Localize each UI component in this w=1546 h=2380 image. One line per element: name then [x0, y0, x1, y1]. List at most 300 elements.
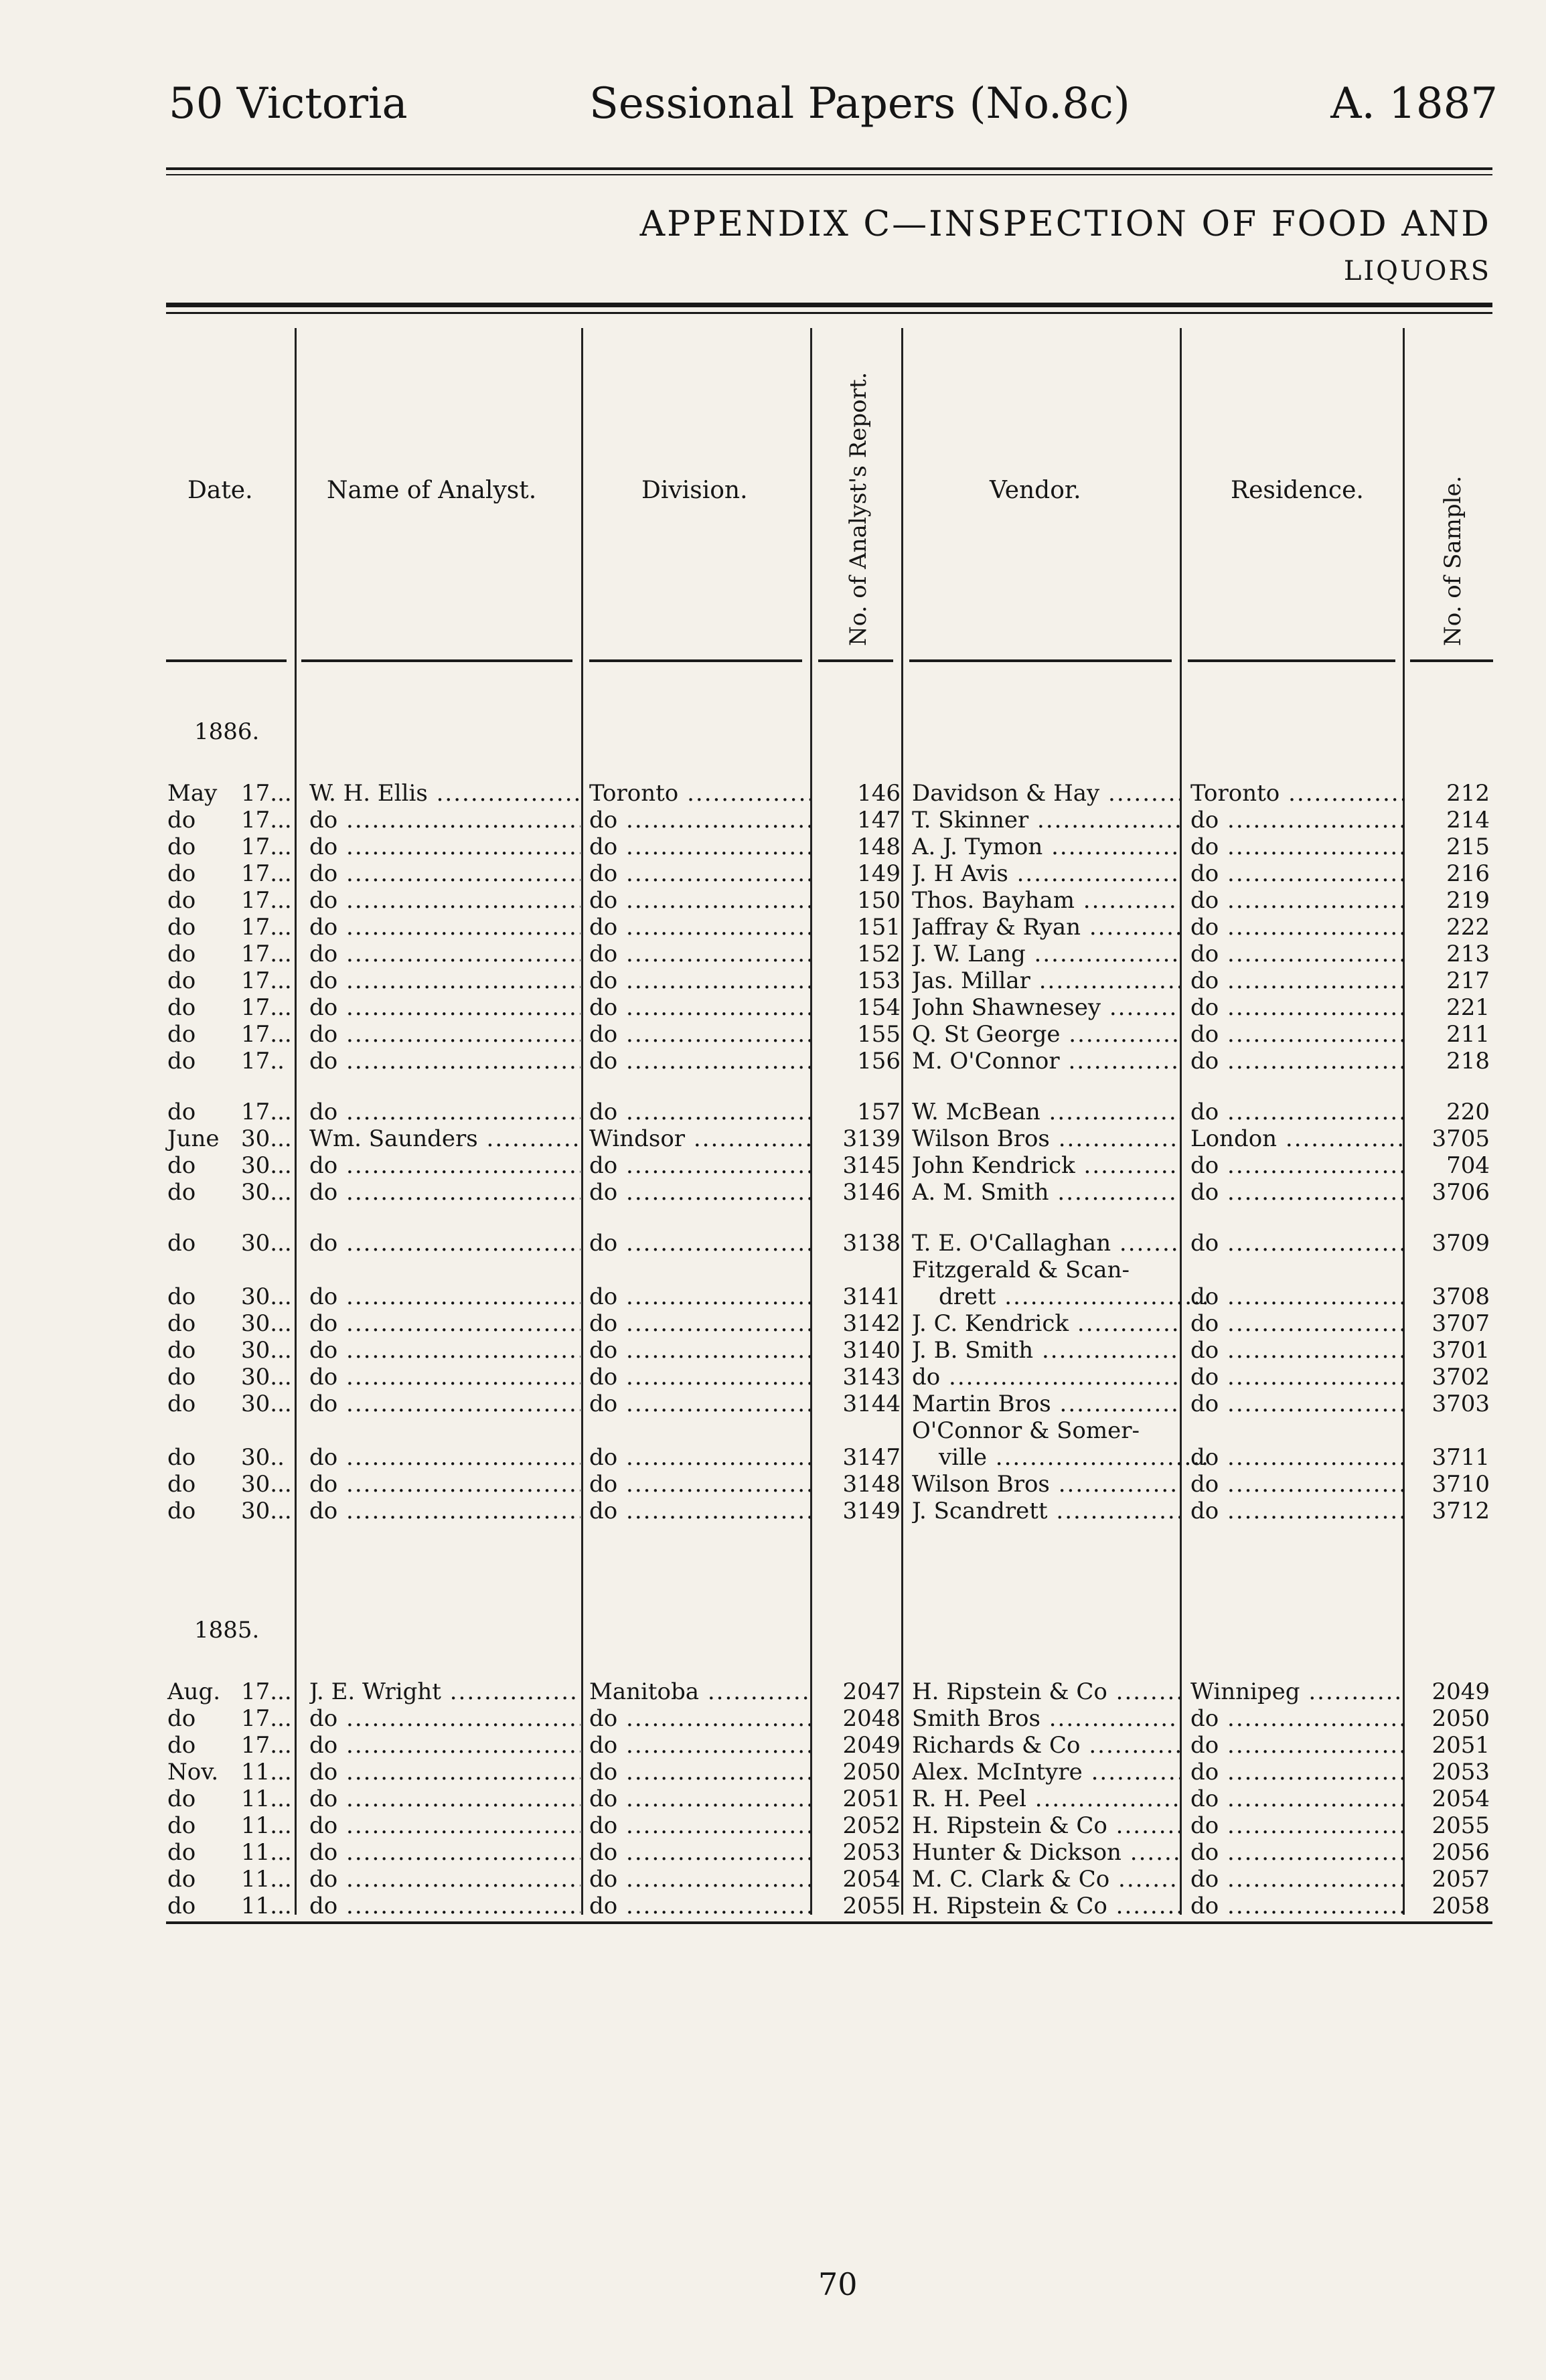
date-day-text: 30.. [241, 1444, 285, 1471]
table-row [0, 1099, 1546, 1125]
sample-number [1413, 1705, 1490, 1732]
sample-number [1413, 1048, 1490, 1075]
residence-name-text: do [1190, 1099, 1219, 1125]
sample-number-text: 3706 [1432, 1179, 1490, 1206]
report-number-text: 2053 [842, 1839, 901, 1866]
leader-dots [1219, 1732, 1405, 1759]
date-day-text: 17... [241, 941, 292, 967]
leader-dots [617, 860, 810, 887]
date-day-text: 17... [241, 1099, 292, 1125]
leader-dots [478, 1125, 581, 1152]
date-month-text: do [167, 1048, 196, 1075]
date-day-text: 11... [241, 1786, 292, 1812]
sample-number [1413, 1732, 1490, 1759]
sample-number [1413, 1364, 1490, 1391]
report-number-text: 3144 [842, 1391, 901, 1417]
leader-dots [1075, 887, 1180, 914]
leader-dots [1280, 780, 1405, 807]
leader-dots [1101, 994, 1180, 1021]
date-month [167, 1310, 234, 1337]
analyst-name [309, 1471, 581, 1498]
leader-dots [1050, 1471, 1180, 1498]
division-name [589, 1152, 810, 1179]
division-name-text: do [589, 1391, 618, 1417]
analyst-name-text: do [309, 1471, 338, 1498]
residence-name [1190, 860, 1405, 887]
residence-name [1190, 1337, 1405, 1364]
page-number: 70 [818, 2266, 858, 2302]
residence-name [1190, 1283, 1405, 1310]
report-number [817, 1839, 901, 1866]
date-day-text: 11... [241, 1866, 292, 1893]
analyst-name-text: do [309, 1705, 338, 1732]
residence-name-text: do [1190, 1048, 1219, 1075]
division-name-text: do [589, 1337, 618, 1364]
leader-dots [617, 887, 810, 914]
residence-name [1190, 1364, 1405, 1391]
leader-dots [699, 1678, 810, 1705]
sample-number [1413, 914, 1490, 941]
date-month-text: do [167, 1230, 196, 1257]
sample-number [1413, 1391, 1490, 1417]
residence-name [1190, 1048, 1405, 1075]
leader-dots [337, 1152, 581, 1179]
vendor-name-text: John Shawnesey [912, 994, 1101, 1021]
report-number [817, 1391, 901, 1417]
leader-dots [337, 1337, 581, 1364]
vendor-name [912, 1759, 1180, 1786]
date-month-text: do [167, 1021, 196, 1048]
vendor-name [912, 914, 1180, 941]
sample-number [1413, 1471, 1490, 1498]
residence-name [1190, 1179, 1405, 1206]
date-month [167, 1444, 234, 1471]
date-month-text: do [167, 1893, 196, 1919]
residence-name-text: do [1190, 834, 1219, 860]
date-day [241, 1678, 308, 1705]
leader-dots [337, 1866, 581, 1893]
sample-number-text: 3708 [1432, 1283, 1490, 1310]
leader-dots [617, 1021, 810, 1048]
date-month-text: do [167, 887, 196, 914]
analyst-name [309, 834, 581, 860]
date-day-text: 30... [241, 1125, 292, 1152]
table-row [0, 780, 1546, 807]
leader-dots [1219, 1812, 1405, 1839]
report-number-text: 3149 [842, 1498, 901, 1524]
col-head-residence: Residence. [1231, 477, 1364, 504]
date-day-text: 17... [241, 887, 292, 914]
vendor-name-text: A. M. Smith [912, 1179, 1049, 1206]
report-number [817, 1099, 901, 1125]
vendor-name [912, 994, 1180, 1021]
report-number-text: 153 [857, 967, 901, 994]
analyst-name [309, 967, 581, 994]
division-name [589, 780, 810, 807]
residence-name [1190, 1230, 1405, 1257]
col-head-report: No. of Analyst's Report. [845, 372, 872, 646]
vendor-name-text: Alex. McIntyre [912, 1759, 1083, 1786]
vendor-name-text: Martin Bros [912, 1391, 1051, 1417]
leader-dots [1081, 914, 1180, 941]
division-name-text: do [589, 1048, 618, 1075]
vendor-name [912, 1866, 1180, 1893]
residence-name [1190, 1732, 1405, 1759]
date-month [167, 860, 234, 887]
analyst-name [309, 1048, 581, 1075]
date-day-text: 11... [241, 1812, 292, 1839]
residence-name-text: do [1190, 1021, 1219, 1048]
date-day-text: 17... [241, 1732, 292, 1759]
vendor-name [912, 1678, 1180, 1705]
residence-name [1190, 1866, 1405, 1893]
date-day [241, 1444, 308, 1471]
leader-dots [617, 1866, 810, 1893]
leader-dots [1219, 834, 1405, 860]
analyst-name [309, 1099, 581, 1125]
date-month-text: do [167, 1839, 196, 1866]
leader-dots [1111, 1230, 1180, 1257]
report-number [817, 1230, 901, 1257]
sample-number-text: 3710 [1432, 1471, 1490, 1498]
sample-number-text: 2054 [1432, 1786, 1490, 1812]
table-row [0, 1893, 1546, 1919]
residence-name-text: Winnipeg [1190, 1678, 1300, 1705]
table-row [0, 1786, 1546, 1812]
date-day-text: 17... [241, 860, 292, 887]
vendor-name-text: A. J. Tymon [912, 834, 1043, 860]
leader-dots [337, 941, 581, 967]
appendix-subtitle: LIQUORS [1343, 256, 1491, 287]
leader-dots [1008, 860, 1180, 887]
residence-name-text: London [1190, 1125, 1278, 1152]
table-row [0, 1310, 1546, 1337]
vendor-name [912, 1310, 1180, 1337]
report-number-text: 151 [857, 914, 901, 941]
vendor-name [912, 1125, 1180, 1152]
vendor-name-text: Fitzgerald & Scan- [912, 1257, 1130, 1283]
leader-dots [1083, 1759, 1180, 1786]
leader-dots [1051, 1391, 1180, 1417]
sample-number-text: 3702 [1432, 1364, 1490, 1391]
residence-name [1190, 941, 1405, 967]
date-month [167, 1391, 234, 1417]
date-month-text: do [167, 1812, 196, 1839]
analyst-name-text: do [309, 1337, 338, 1364]
vendor-name [912, 1839, 1180, 1866]
sample-number-text: 218 [1446, 1048, 1490, 1075]
sample-number-text: 3703 [1432, 1391, 1490, 1417]
table-row [0, 887, 1546, 914]
analyst-name-text: do [309, 1391, 338, 1417]
report-number [817, 1125, 901, 1152]
division-name-text: do [589, 1812, 618, 1839]
leader-dots [337, 1391, 581, 1417]
leader-dots [337, 1310, 581, 1337]
date-month-text: do [167, 1337, 196, 1364]
report-number [817, 860, 901, 887]
date-month-text: Nov. [167, 1759, 219, 1786]
vendor-name-text: W. McBean [912, 1099, 1040, 1125]
division-name [589, 1048, 810, 1075]
report-number [817, 1498, 901, 1524]
residence-name [1190, 1444, 1405, 1471]
vendor-name-text: J. H Avis [912, 860, 1008, 887]
leader-dots [1219, 941, 1405, 967]
analyst-name [309, 887, 581, 914]
report-number-text: 152 [857, 941, 901, 967]
sample-number-text: 2057 [1432, 1866, 1490, 1893]
residence-name [1190, 1391, 1405, 1417]
analyst-name [309, 1021, 581, 1048]
leader-dots [1107, 1678, 1180, 1705]
leader-dots [1219, 1498, 1405, 1524]
date-month-text: do [167, 1444, 196, 1471]
table-row [0, 1471, 1546, 1498]
vendor-name-continued [912, 1283, 1207, 1310]
sample-number-text: 3701 [1432, 1337, 1490, 1364]
leader-dots [617, 1310, 810, 1337]
vendor-name-text: Smith Bros [912, 1705, 1040, 1732]
analyst-name-text: do [309, 1152, 338, 1179]
division-name [589, 1705, 810, 1732]
division-name [589, 1099, 810, 1125]
date-day-text: 17... [241, 807, 292, 834]
date-day [241, 1230, 308, 1257]
leader-dots [617, 1839, 810, 1866]
report-number [817, 941, 901, 967]
vendor-name [912, 1364, 1180, 1391]
division-name [589, 1893, 810, 1919]
report-number-text: 3139 [842, 1125, 901, 1152]
sample-number [1413, 967, 1490, 994]
report-number [817, 914, 901, 941]
division-name-text: do [589, 1283, 618, 1310]
leader-dots [617, 1364, 810, 1391]
head-underline [301, 659, 572, 662]
sample-number-text: 3711 [1432, 1444, 1490, 1471]
date-month-text: do [167, 967, 196, 994]
sample-number-text: 2056 [1432, 1839, 1490, 1866]
date-month [167, 1230, 234, 1257]
table-row [0, 1152, 1546, 1179]
table-row [0, 1866, 1546, 1893]
leader-dots [617, 994, 810, 1021]
division-name [589, 1179, 810, 1206]
residence-name-text: do [1190, 1391, 1219, 1417]
vendor-name [912, 1498, 1180, 1524]
vendor-name [912, 1812, 1180, 1839]
leader-dots [1107, 1812, 1180, 1839]
date-day [241, 1179, 308, 1206]
report-number-text: 3148 [842, 1471, 901, 1498]
vendor-name-text: Hunter & Dickson [912, 1839, 1122, 1866]
date-day-text: 30... [241, 1364, 292, 1391]
leader-dots [617, 807, 810, 834]
vendor-name [912, 1048, 1180, 1075]
leader-dots [1219, 1337, 1405, 1364]
report-number-text: 149 [857, 860, 901, 887]
residence-name [1190, 1310, 1405, 1337]
vendor-name [912, 1786, 1180, 1812]
analyst-name [309, 1283, 581, 1310]
residence-name-text: do [1190, 1866, 1219, 1893]
report-number-text: 3146 [842, 1179, 901, 1206]
leader-dots [617, 1048, 810, 1075]
date-month-text: June [167, 1125, 220, 1152]
division-name [589, 1021, 810, 1048]
leader-dots [617, 1786, 810, 1812]
date-month-text: do [167, 1866, 196, 1893]
division-name [589, 1391, 810, 1417]
division-name [589, 807, 810, 834]
report-number-text: 3145 [842, 1152, 901, 1179]
leader-dots [617, 1230, 810, 1257]
leader-dots [337, 1786, 581, 1812]
table-row [0, 834, 1546, 860]
residence-name-text: do [1190, 1893, 1219, 1919]
leader-dots [337, 1705, 581, 1732]
division-name-text: do [589, 1099, 618, 1125]
date-month [167, 834, 234, 860]
leader-dots [337, 1444, 581, 1471]
sample-number [1413, 941, 1490, 967]
analyst-name [309, 1893, 581, 1919]
vendor-name [912, 887, 1180, 914]
date-month-text: do [167, 914, 196, 941]
date-month [167, 1125, 234, 1152]
leader-dots [337, 1099, 581, 1125]
division-name-text: do [589, 1364, 618, 1391]
report-number [817, 1048, 901, 1075]
vendor-name [912, 1417, 1180, 1444]
residence-name-text: do [1190, 1179, 1219, 1206]
residence-name-text: do [1190, 860, 1219, 887]
analyst-name [309, 1152, 581, 1179]
date-month-text: do [167, 1786, 196, 1812]
report-number [817, 834, 901, 860]
vendor-name-text: Wilson Bros [912, 1471, 1050, 1498]
report-number-text: 3140 [842, 1337, 901, 1364]
sample-number-text: 3705 [1432, 1125, 1490, 1152]
analyst-name [309, 1759, 581, 1786]
sample-number [1413, 1812, 1490, 1839]
date-day-text: 30... [241, 1310, 292, 1337]
sample-number [1413, 1310, 1490, 1337]
analyst-name [309, 1179, 581, 1206]
analyst-name-text: do [309, 1498, 338, 1524]
leader-dots [1219, 1048, 1405, 1075]
leader-dots [337, 1364, 581, 1391]
vendor-name-text: Wilson Bros [912, 1125, 1050, 1152]
residence-name [1190, 1099, 1405, 1125]
analyst-name-text: do [309, 1283, 338, 1310]
table-row [0, 1839, 1546, 1866]
residence-name-text: Toronto [1190, 780, 1280, 807]
vendor-name-text: O'Connor & Somer- [912, 1417, 1140, 1444]
date-day [241, 1812, 308, 1839]
residence-name-text: do [1190, 994, 1219, 1021]
vendor-name-text: J. B. Smith [912, 1337, 1034, 1364]
division-name-text: do [589, 1471, 618, 1498]
year-heading: 1886. [194, 718, 260, 745]
analyst-name [309, 1839, 581, 1866]
leader-dots [337, 834, 581, 860]
head-underline [818, 659, 893, 662]
date-day [241, 1866, 308, 1893]
leader-dots [1050, 1125, 1180, 1152]
analyst-name-text: do [309, 994, 338, 1021]
sample-number-text: 221 [1446, 994, 1490, 1021]
sample-number-text: 220 [1446, 1099, 1490, 1125]
leader-dots [617, 1732, 810, 1759]
division-name-text: do [589, 834, 618, 860]
vendor-name [912, 834, 1180, 860]
division-name [589, 1364, 810, 1391]
date-month-text: do [167, 860, 196, 887]
vendor-name-text: J. W. Lang [912, 941, 1026, 967]
analyst-name-text: do [309, 1021, 338, 1048]
leader-dots [1081, 1732, 1180, 1759]
date-month-text: do [167, 1705, 196, 1732]
division-name [589, 1283, 810, 1310]
year-heading: 1885. [194, 1617, 260, 1644]
leader-dots [1219, 1021, 1405, 1048]
analyst-name-text: do [309, 1179, 338, 1206]
residence-name [1190, 967, 1405, 994]
leader-dots [1219, 1705, 1405, 1732]
table-row [0, 1048, 1546, 1075]
date-month-text: do [167, 1391, 196, 1417]
table-row [0, 860, 1546, 887]
residence-name-text: do [1190, 1759, 1219, 1786]
vendor-name-text: John Kendrick [912, 1152, 1075, 1179]
division-name [589, 1498, 810, 1524]
table-top-rule-thin [166, 312, 1492, 314]
date-month-text: do [167, 1732, 196, 1759]
leader-dots [617, 1391, 810, 1417]
analyst-name [309, 994, 581, 1021]
report-number [817, 1310, 901, 1337]
analyst-name-text: do [309, 887, 338, 914]
report-number-text: 3143 [842, 1364, 901, 1391]
division-name-text: do [589, 1310, 618, 1337]
report-number-text: 2051 [842, 1786, 901, 1812]
division-name-text: do [589, 1759, 618, 1786]
leader-dots [1219, 1893, 1405, 1919]
report-number [817, 1152, 901, 1179]
sample-number [1413, 860, 1490, 887]
table-row [0, 1125, 1546, 1152]
date-day [241, 941, 308, 967]
report-number-text: 2050 [842, 1759, 901, 1786]
division-name [589, 1732, 810, 1759]
date-day-text: 30... [241, 1283, 292, 1310]
residence-name-text: do [1190, 1337, 1219, 1364]
report-number-text: 150 [857, 887, 901, 914]
leader-dots [1219, 1099, 1405, 1125]
date-day-text: 17... [241, 780, 292, 807]
vendor-name-text: Thos. Bayham [912, 887, 1075, 914]
report-number-text: 2055 [842, 1893, 901, 1919]
division-name [589, 1759, 810, 1786]
table-row [0, 1732, 1546, 1759]
leader-dots [337, 1759, 581, 1786]
sample-number [1413, 887, 1490, 914]
report-number [817, 1732, 901, 1759]
analyst-name [309, 1125, 581, 1152]
division-name [589, 1444, 810, 1471]
